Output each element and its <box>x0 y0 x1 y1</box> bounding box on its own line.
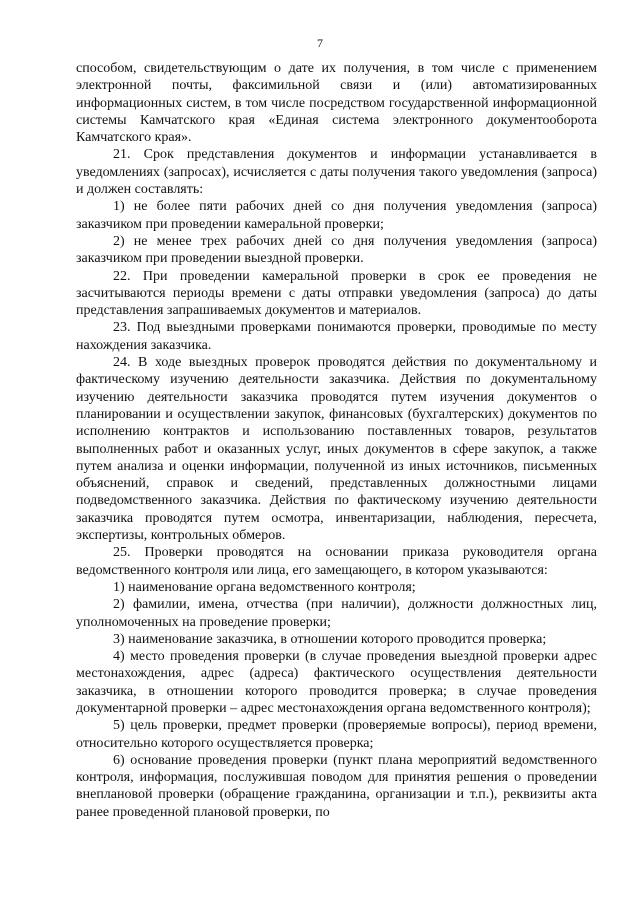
page-number: 7 <box>317 36 323 50</box>
paragraph-22: 22. При проведении камеральной проверки в срок ее проведения не засчитываются периоды времени с даты отправки уведомления (запроса) до даты представления запрашиваемых документов и материалов. <box>76 268 597 319</box>
document-body <box>76 60 597 821</box>
paragraph-24: 24. В ходе выездных проверок проводятся действия по документальному и фактическому изучению деятельности заказчика. Действия по документальному изучению деятельности заказчика проводятся путем изучения документов о планировании и осуществлении закупок, финансовых (бухгалтерских) документов по исполнению контрактов и использованию поставленных товаров, результатов выполненных работ и оказанных услуг, иных документов в сфере закупок, а также путем анализа и оценки информации, полученной из иных источников, письменных объяснений, справок и сведений, представленных должностными лицами подведомственного заказчика. Действия по фактическому изучению деятельности заказчика проводятся путем осмотра, инвентаризации, наблюдения, пересчета, экспертизы, контрольных обмеров. <box>76 355 597 544</box>
paragraph-21-item-2: 2) не менее трех рабочих дней со дня получения уведомления (запроса) заказчиком при проведении выездной проверки. <box>76 233 597 267</box>
paragraph-21-item-1: 1) не более пяти рабочих дней со дня получения уведомления (запроса) заказчиком при проведении камеральной проверки; <box>76 199 597 232</box>
paragraph-25-item-5: 5) цель проверки, предмет проверки (проверяемые вопросы), период времени, относительно которого осуществляется проверка; <box>76 718 597 751</box>
paragraph-25-item-3: 3) наименование заказчика, в отношении которого проводится проверка; <box>113 631 547 647</box>
paragraph-continuation: способом, свидетельствующим о дате их получения, в том числе с применением электронной почты, факсимильной связи и (или) автоматизированных информационных систем, в том числе посредством государственной информационной системы Камчатского края «Единая система электронного документооборота Камчатского края». <box>76 61 597 146</box>
paragraph-25-item-1: 1) наименование органа ведомственного контроля; <box>113 579 416 595</box>
paragraph-25-item-4: 4) место проведения проверки (в случае проведения выездной проверки адрес местонахождения, адрес (адреса) фактического осуществления деятельности заказчика, в отношении которого проводится проверка; в случае проведения документарной проверки – адрес местонахождения органа ведомственного контроля); <box>76 649 597 716</box>
paragraph-25: 25. Проверки проводятся на основании приказа руководителя органа ведомственного контроля или лица, его замещающего, в котором указываются: <box>76 545 597 578</box>
paragraph-23: 23. Под выездными проверками понимаются проверки, проводимые по месту нахождения заказчика. <box>76 320 597 353</box>
paragraph-25-item-6: 6) основание проведения проверки (пункт плана мероприятий ведомственного контроля, информация, послужившая поводом для принятия решения о проведении внеплановой проверки (обращение гражданина, организации и т.п.), реквизиты акта ранее проведенной плановой проверки, по <box>76 752 597 820</box>
paragraph-21: 21. Срок представления документов и информации устанавливается в уведомлениях (запросах), исчисляется с даты получения такого уведомления (запроса) и должен составлять: <box>76 147 597 198</box>
paragraph-25-item-2: 2) фамилии, имена, отчества (при наличии), должности должностных лиц, уполномоченных на проведение проверки; <box>76 597 597 630</box>
